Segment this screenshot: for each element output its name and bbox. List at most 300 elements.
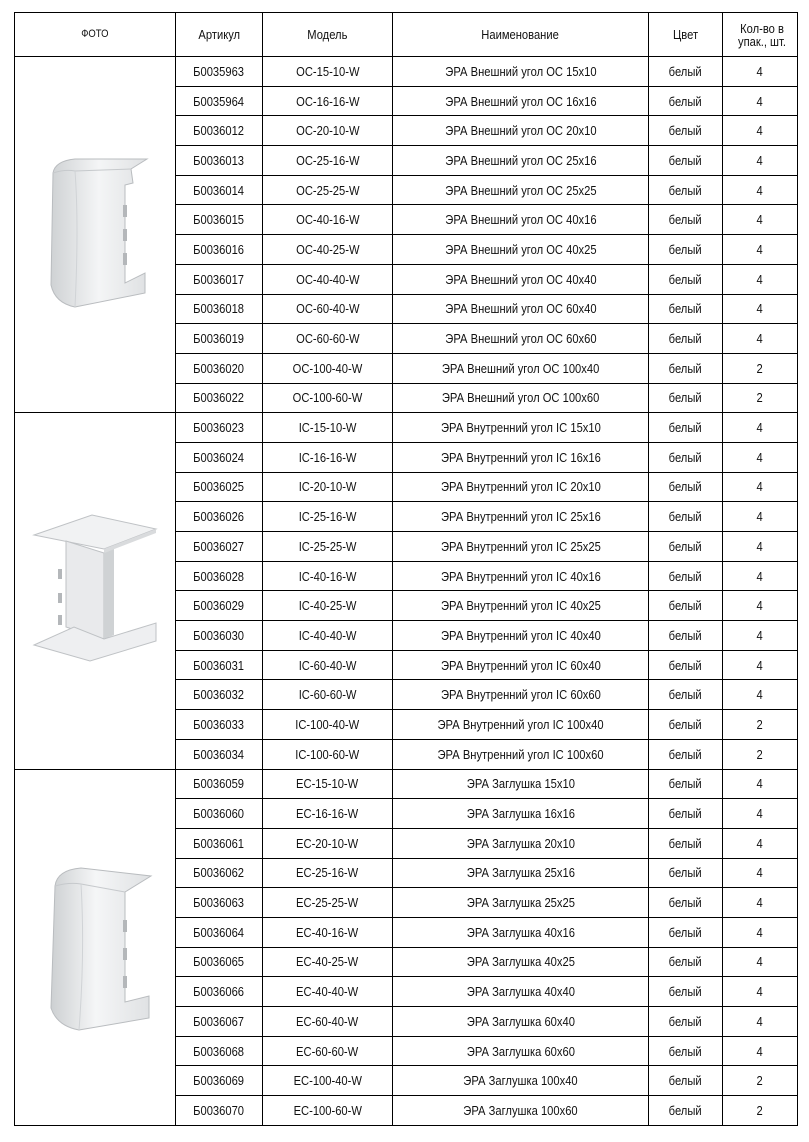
cell-color	[649, 532, 723, 562]
qty-value: 4	[756, 271, 764, 287]
name-value: ЭРА Внутренний угол IC 60x40	[440, 657, 601, 673]
model-value: OC-40-40-W	[295, 271, 360, 287]
cell-color	[649, 799, 723, 829]
qty-value: 4	[756, 924, 764, 940]
qty-value: 4	[756, 123, 764, 139]
qty-value: 4	[756, 954, 764, 970]
cell-model	[263, 858, 393, 888]
cell-model	[263, 264, 393, 294]
product-sheet	[14, 12, 798, 1126]
cell-model	[263, 353, 393, 383]
article-value: Б0036030	[193, 627, 245, 643]
cell-article	[176, 561, 263, 591]
name-value: ЭРА Заглушка 16x16	[466, 806, 575, 822]
cell-qty	[723, 502, 798, 532]
color-value: белый	[669, 271, 702, 287]
cell-qty	[723, 888, 798, 918]
cell-model	[263, 472, 393, 502]
cell-article	[176, 413, 263, 443]
name-value: ЭРА Заглушка 15x10	[466, 776, 575, 792]
article-value: Б0036062	[193, 865, 245, 881]
cell-model	[263, 324, 393, 354]
model-value: IC-60-60-W	[298, 687, 357, 703]
article-value: Б0036027	[193, 538, 245, 554]
end-cap-icon	[35, 862, 155, 1032]
model-value: IC-25-16-W	[298, 509, 357, 525]
article-value: Б0036067	[193, 1013, 245, 1029]
cell-qty	[723, 739, 798, 769]
name-value: ЭРА Внешний угол OC 60x60	[444, 331, 597, 347]
qty-value: 4	[756, 331, 764, 347]
color-value: белый	[669, 627, 702, 643]
qty-value: 4	[756, 627, 764, 643]
cell-color	[649, 947, 723, 977]
cell-color	[649, 858, 723, 888]
model-value: IC-25-25-W	[298, 538, 357, 554]
cell-name	[393, 146, 649, 176]
model-value: OC-100-40-W	[292, 360, 363, 376]
cell-color	[649, 710, 723, 740]
cell-model	[263, 1066, 393, 1096]
color-value: белый	[669, 152, 702, 168]
model-value: IC-100-40-W	[295, 716, 360, 732]
cell-color	[649, 294, 723, 324]
name-value: ЭРА Внутренний угол IC 40x16	[440, 568, 601, 584]
model-value: OC-40-25-W	[295, 241, 360, 257]
cell-qty	[723, 472, 798, 502]
article-value: Б0036014	[193, 182, 245, 198]
model-value: IC-15-10-W	[298, 420, 357, 436]
article-value: Б0036061	[193, 835, 245, 851]
color-value: белый	[669, 568, 702, 584]
qty-value: 4	[756, 509, 764, 525]
cell-color	[649, 591, 723, 621]
name-value: ЭРА Заглушка 25x16	[466, 865, 575, 881]
qty-value: 4	[756, 182, 764, 198]
cell-color	[649, 175, 723, 205]
model-value: EC-40-40-W	[296, 984, 359, 1000]
model-value: EC-25-25-W	[296, 895, 359, 911]
name-value: ЭРА Внешний угол OC 20x10	[444, 123, 597, 139]
header-photo	[15, 13, 176, 57]
cell-qty	[723, 175, 798, 205]
article-value: Б0036069	[193, 1073, 245, 1089]
cell-model	[263, 146, 393, 176]
cell-color	[649, 1036, 723, 1066]
qty-value: 4	[756, 241, 764, 257]
cell-qty	[723, 621, 798, 651]
cell-qty	[723, 442, 798, 472]
cell-article	[176, 977, 263, 1007]
model-value: EC-15-10-W	[296, 776, 359, 792]
cell-color	[649, 561, 723, 591]
qty-value: 4	[756, 301, 764, 317]
cell-color	[649, 888, 723, 918]
cell-qty	[723, 324, 798, 354]
name-value: ЭРА Внешний угол OC 16x16	[444, 93, 597, 109]
article-value: Б0036013	[193, 152, 245, 168]
cell-article	[176, 205, 263, 235]
cell-color	[649, 57, 723, 87]
cell-model	[263, 650, 393, 680]
cell-article	[176, 264, 263, 294]
model-value: OC-100-60-W	[292, 390, 363, 406]
name-value: ЭРА Заглушка 40x16	[466, 924, 575, 940]
qty-value: 4	[756, 63, 764, 79]
model-value: IC-16-16-W	[298, 449, 357, 465]
name-value: ЭРА Заглушка 100x40	[463, 1073, 578, 1089]
cell-name	[393, 917, 649, 947]
cell-qty	[723, 650, 798, 680]
cell-qty	[723, 858, 798, 888]
cell-name	[393, 680, 649, 710]
cell-name	[393, 739, 649, 769]
cell-qty	[723, 57, 798, 87]
cell-model	[263, 561, 393, 591]
cell-article	[176, 175, 263, 205]
cell-qty	[723, 146, 798, 176]
qty-value: 4	[756, 687, 764, 703]
qty-value: 4	[756, 984, 764, 1000]
cell-model	[263, 442, 393, 472]
header-model	[263, 13, 393, 57]
cell-color	[649, 205, 723, 235]
color-value: белый	[669, 716, 702, 732]
cell-name	[393, 1007, 649, 1037]
color-value: белый	[669, 1102, 702, 1118]
cell-article	[176, 591, 263, 621]
cell-name	[393, 561, 649, 591]
cell-model	[263, 769, 393, 799]
cell-article	[176, 532, 263, 562]
cell-qty	[723, 591, 798, 621]
header-qty	[723, 13, 798, 57]
name-value: ЭРА Заглушка 60x60	[466, 1043, 575, 1059]
article-value: Б0036024	[193, 449, 245, 465]
article-value: Б0036018	[193, 301, 245, 317]
name-value: ЭРА Внутренний угол IC 60x60	[440, 687, 601, 703]
cell-model	[263, 235, 393, 265]
cell-name	[393, 442, 649, 472]
cell-name	[393, 650, 649, 680]
color-value: белый	[669, 63, 702, 79]
color-value: белый	[669, 123, 702, 139]
cell-model	[263, 1007, 393, 1037]
model-value: IC-100-60-W	[295, 746, 360, 762]
cell-color	[649, 1096, 723, 1126]
color-value: белый	[669, 954, 702, 970]
name-value: ЭРА Внутренний угол IC 15x10	[440, 420, 601, 436]
product-table	[14, 12, 798, 1126]
cell-color	[649, 917, 723, 947]
cell-article	[176, 353, 263, 383]
color-value: белый	[669, 806, 702, 822]
cell-model	[263, 175, 393, 205]
cell-color	[649, 264, 723, 294]
cell-name	[393, 324, 649, 354]
cell-name	[393, 502, 649, 532]
model-value: EC-60-40-W	[296, 1013, 359, 1029]
color-value: белый	[669, 182, 702, 198]
cell-name	[393, 1066, 649, 1096]
article-value: Б0036059	[193, 776, 245, 792]
cell-article	[176, 710, 263, 740]
name-value: ЭРА Внешний угол OC 15x10	[444, 63, 597, 79]
cell-name	[393, 264, 649, 294]
cell-qty	[723, 532, 798, 562]
product-photo	[15, 57, 176, 413]
cell-article	[176, 116, 263, 146]
name-value: ЭРА Внешний угол OC 40x25	[444, 241, 597, 257]
cell-article	[176, 858, 263, 888]
cell-qty	[723, 116, 798, 146]
color-value: белый	[669, 241, 702, 257]
cell-article	[176, 680, 263, 710]
header-photo-label: ФОТО	[81, 28, 109, 40]
cell-qty	[723, 1036, 798, 1066]
article-value: Б0036023	[193, 420, 245, 436]
color-value: белый	[669, 657, 702, 673]
article-value: Б0036025	[193, 479, 245, 495]
qty-value: 4	[756, 657, 764, 673]
name-value: ЭРА Внутренний угол IC 100x40	[437, 716, 604, 732]
cell-name	[393, 413, 649, 443]
cell-qty	[723, 947, 798, 977]
cell-article	[176, 502, 263, 532]
name-value: ЭРА Заглушка 40x40	[466, 984, 575, 1000]
cell-color	[649, 650, 723, 680]
cell-article	[176, 146, 263, 176]
product-photo	[15, 769, 176, 1125]
cell-article	[176, 324, 263, 354]
color-value: белый	[669, 509, 702, 525]
header-color-label: Цвет	[672, 27, 699, 42]
cell-qty	[723, 294, 798, 324]
cell-color	[649, 324, 723, 354]
qty-value: 4	[756, 449, 764, 465]
article-value: Б0036028	[193, 568, 245, 584]
cell-article	[176, 650, 263, 680]
cell-article	[176, 888, 263, 918]
model-value: IC-20-10-W	[298, 479, 357, 495]
article-value: Б0036015	[193, 212, 245, 228]
name-value: ЭРА Внутренний угол IC 20x10	[440, 479, 601, 495]
cell-color	[649, 383, 723, 413]
qty-value: 2	[756, 390, 764, 406]
cell-article	[176, 769, 263, 799]
article-value: Б0036017	[193, 271, 245, 287]
qty-value: 2	[756, 1102, 764, 1118]
qty-value: 4	[756, 152, 764, 168]
cell-name	[393, 591, 649, 621]
color-value: белый	[669, 390, 702, 406]
color-value: белый	[669, 776, 702, 792]
article-value: Б0036066	[193, 984, 245, 1000]
cell-model	[263, 1036, 393, 1066]
cell-model	[263, 1096, 393, 1126]
cell-article	[176, 472, 263, 502]
article-value: Б0036065	[193, 954, 245, 970]
article-value: Б0036012	[193, 123, 245, 139]
qty-value: 4	[756, 835, 764, 851]
color-value: белый	[669, 924, 702, 940]
qty-value: 4	[756, 806, 764, 822]
article-value: Б0035963	[193, 63, 245, 79]
color-value: белый	[669, 212, 702, 228]
color-value: белый	[669, 746, 702, 762]
name-value: ЭРА Внешний угол OC 40x16	[444, 212, 597, 228]
cell-qty	[723, 353, 798, 383]
article-value: Б0036068	[193, 1043, 245, 1059]
table-body	[15, 57, 798, 1126]
cell-article	[176, 294, 263, 324]
model-value: OC-25-16-W	[295, 152, 360, 168]
article-value: Б0036031	[193, 657, 245, 673]
cell-article	[176, 86, 263, 116]
cell-color	[649, 502, 723, 532]
cell-model	[263, 116, 393, 146]
color-value: белый	[669, 331, 702, 347]
cell-article	[176, 739, 263, 769]
cell-model	[263, 799, 393, 829]
model-value: IC-40-16-W	[298, 568, 357, 584]
cell-name	[393, 947, 649, 977]
color-value: белый	[669, 479, 702, 495]
cell-name	[393, 532, 649, 562]
cell-qty	[723, 264, 798, 294]
article-value: Б0036032	[193, 687, 245, 703]
cell-article	[176, 57, 263, 87]
cell-qty	[723, 1066, 798, 1096]
name-value: ЭРА Внутренний угол IC 25x16	[440, 509, 601, 525]
cell-color	[649, 1007, 723, 1037]
cell-article	[176, 235, 263, 265]
cell-color	[649, 353, 723, 383]
inner-corner-icon	[30, 511, 160, 671]
cell-name	[393, 977, 649, 1007]
cell-name	[393, 769, 649, 799]
qty-value: 4	[756, 568, 764, 584]
color-value: белый	[669, 420, 702, 436]
color-value: белый	[669, 93, 702, 109]
cell-model	[263, 532, 393, 562]
article-value: Б0036033	[193, 716, 245, 732]
qty-value: 4	[756, 212, 764, 228]
qty-value: 4	[756, 93, 764, 109]
color-value: белый	[669, 1073, 702, 1089]
cell-color	[649, 769, 723, 799]
cell-qty	[723, 205, 798, 235]
color-value: белый	[669, 687, 702, 703]
model-value: OC-20-10-W	[295, 123, 360, 139]
name-value: ЭРА Внешний угол OC 60x40	[444, 301, 597, 317]
cell-model	[263, 828, 393, 858]
name-value: ЭРА Внутренний угол IC 25x25	[440, 538, 601, 554]
cell-article	[176, 1066, 263, 1096]
cell-color	[649, 621, 723, 651]
article-value: Б0036063	[193, 895, 245, 911]
model-value: EC-16-16-W	[296, 806, 359, 822]
cell-model	[263, 680, 393, 710]
cell-qty	[723, 917, 798, 947]
cell-model	[263, 86, 393, 116]
cell-model	[263, 710, 393, 740]
color-value: белый	[669, 1043, 702, 1059]
qty-value: 4	[756, 420, 764, 436]
cell-model	[263, 502, 393, 532]
cell-qty	[723, 977, 798, 1007]
model-value: EC-20-10-W	[296, 835, 359, 851]
article-value: Б0036022	[193, 390, 245, 406]
name-value: ЭРА Внутренний угол IC 40x25	[440, 598, 601, 614]
cell-color	[649, 413, 723, 443]
model-value: IC-60-40-W	[298, 657, 357, 673]
cell-model	[263, 739, 393, 769]
name-value: ЭРА Заглушка 25x25	[466, 895, 575, 911]
cell-qty	[723, 1007, 798, 1037]
name-value: ЭРА Заглушка 60x40	[466, 1013, 575, 1029]
cell-model	[263, 977, 393, 1007]
header-row	[15, 13, 798, 57]
qty-value: 4	[756, 1043, 764, 1059]
color-value: белый	[669, 865, 702, 881]
cell-name	[393, 621, 649, 651]
cell-color	[649, 472, 723, 502]
cell-qty	[723, 1096, 798, 1126]
cell-article	[176, 383, 263, 413]
cell-model	[263, 888, 393, 918]
cell-qty	[723, 235, 798, 265]
cell-article	[176, 917, 263, 947]
cell-qty	[723, 680, 798, 710]
name-value: ЭРА Внешний угол OC 25x25	[444, 182, 597, 198]
cell-model	[263, 57, 393, 87]
model-value: OC-25-25-W	[295, 182, 360, 198]
cell-qty	[723, 799, 798, 829]
table-row	[15, 57, 798, 87]
cell-qty	[723, 383, 798, 413]
cell-qty	[723, 86, 798, 116]
outer-corner-icon	[35, 155, 155, 315]
color-value: белый	[669, 538, 702, 554]
cell-name	[393, 888, 649, 918]
cell-name	[393, 294, 649, 324]
article-value: Б0036019	[193, 331, 245, 347]
qty-value: 2	[756, 1073, 764, 1089]
model-value: EC-60-60-W	[296, 1043, 359, 1059]
cell-article	[176, 828, 263, 858]
cell-qty	[723, 710, 798, 740]
cell-name	[393, 799, 649, 829]
cell-article	[176, 947, 263, 977]
header-model-label: Модель	[307, 27, 348, 42]
header-article-label: Артикул	[198, 27, 240, 42]
color-value: белый	[669, 895, 702, 911]
cell-color	[649, 116, 723, 146]
cell-name	[393, 235, 649, 265]
qty-value: 4	[756, 776, 764, 792]
article-value: Б0036070	[193, 1102, 245, 1118]
cell-qty	[723, 413, 798, 443]
color-value: белый	[669, 1013, 702, 1029]
model-value: EC-100-60-W	[293, 1102, 362, 1118]
model-value: OC-15-10-W	[295, 63, 360, 79]
name-value: ЭРА Внешний угол OC 25x16	[444, 152, 597, 168]
qty-value: 4	[756, 895, 764, 911]
name-value: ЭРА Внешний угол OC 100x40	[441, 360, 600, 376]
qty-value: 4	[756, 1013, 764, 1029]
model-value: OC-16-16-W	[295, 93, 360, 109]
